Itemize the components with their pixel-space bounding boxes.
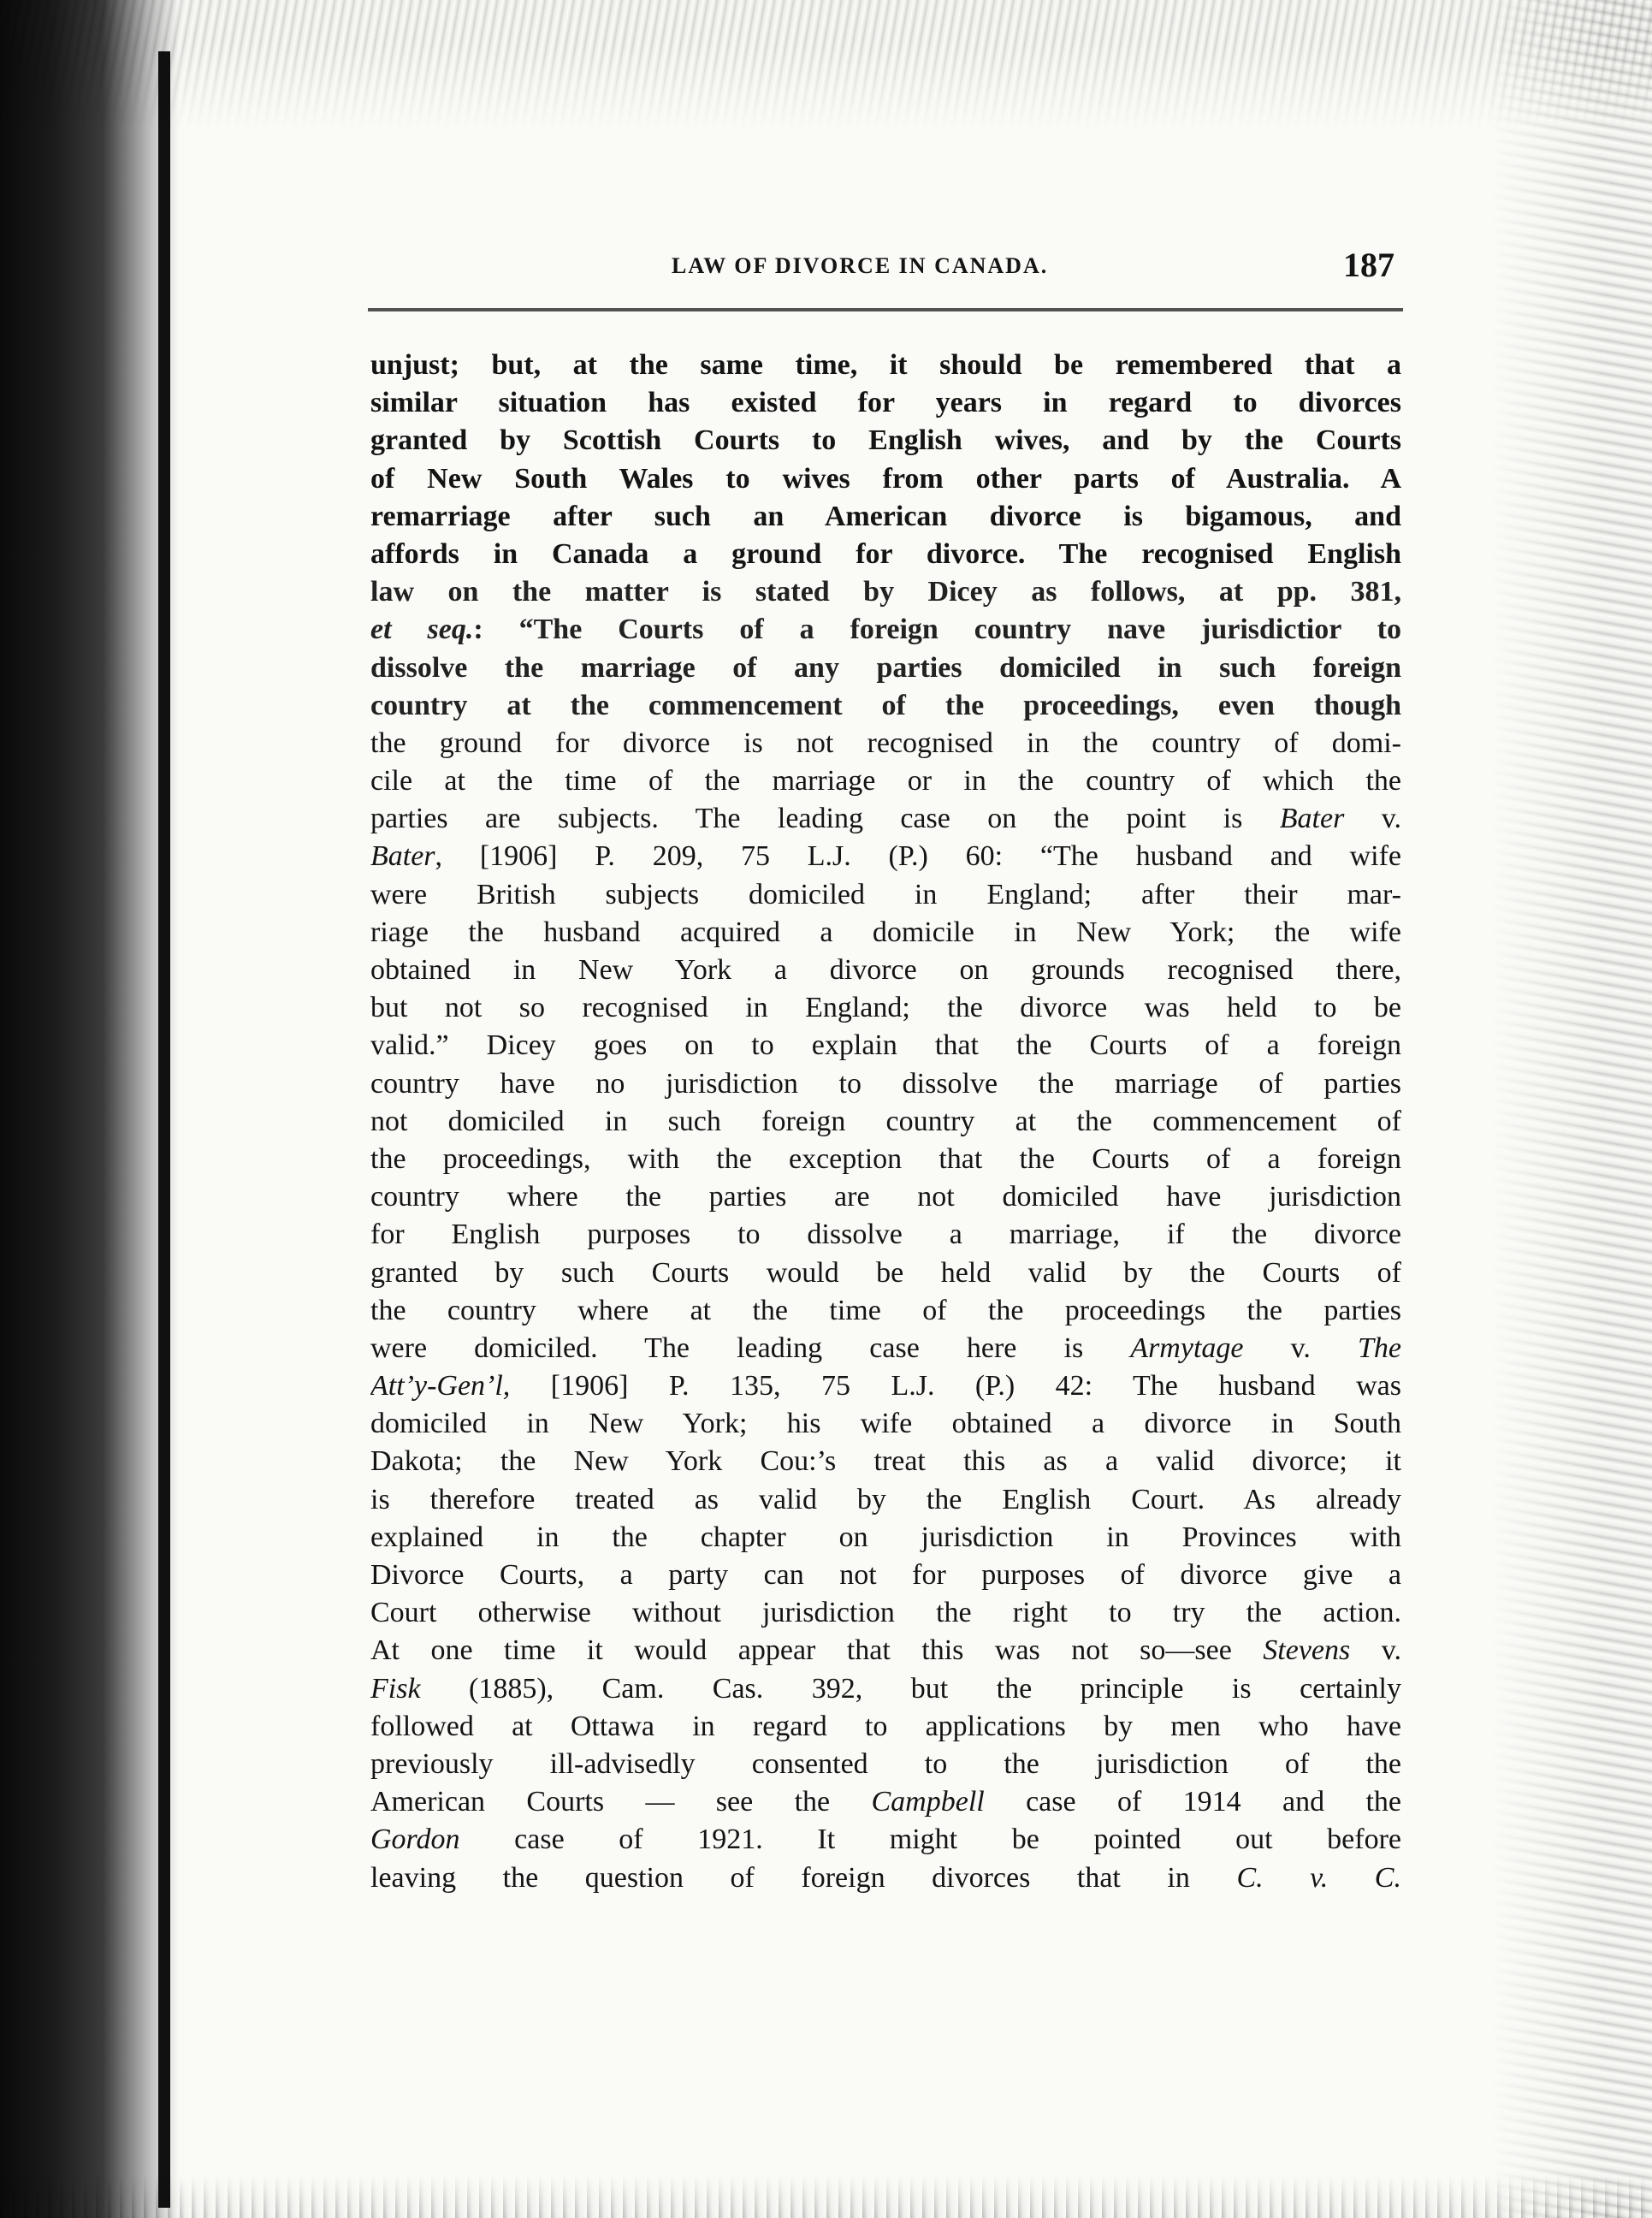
text-line: granted by Scottish Courts to English wives, and by the Courts <box>370 424 1401 457</box>
text-line: of New South Wales to wives from other parts of Australia. A <box>370 462 1401 495</box>
text-line: domiciled in New York; his wife obtained a divorce in South <box>370 1408 1401 1440</box>
text-line: riage the husband acquired a domicile in New York; the wife <box>370 916 1401 948</box>
text-line: but not so recognised in England; the divorce was held to be <box>370 992 1401 1024</box>
text-line: the proceedings, with the exception that the Courts of a foreign <box>370 1142 1401 1175</box>
header-rule <box>368 308 1403 311</box>
bottom-scan-noise <box>0 2175 1652 2218</box>
binding-edge-rule <box>158 51 170 2208</box>
text-line: valid.” Dicey goes on to explain that the Courts of a foreign <box>370 1029 1401 1062</box>
text-line: obtained in New York a divorce on grounds recognised there, <box>370 954 1401 986</box>
text-line: were domiciled. The leading case here is Armytage v. The <box>370 1331 1401 1364</box>
text-line: affords in Canada a ground for divorce. The recognised English <box>370 537 1401 570</box>
text-line: previously ill-advisedly consented to the jurisdiction of the <box>370 1747 1401 1780</box>
text-line: Court otherwise without jurisdiction the right to try the action. <box>370 1597 1401 1629</box>
top-scan-noise <box>0 0 1652 128</box>
text-line: American Courts — see the Campbell case of 1914 and the <box>370 1786 1401 1818</box>
text-line: the country where at the time of the proceedings the parties <box>370 1294 1401 1326</box>
text-line: is therefore treated as valid by the English Court. As already <box>370 1483 1401 1515</box>
text-line: parties are subjects. The leading case on the point is Bater v. <box>370 803 1401 835</box>
text-line: explained in the chapter on jurisdiction in Provinces with <box>370 1521 1401 1553</box>
text-line: for English purposes to dissolve a marriage, if the divorce <box>370 1219 1401 1251</box>
text-line: At one time it would appear that this was not so—see Stevens v. <box>370 1634 1401 1667</box>
text-line: were British subjects domiciled in England; after their mar- <box>370 878 1401 910</box>
text-line: similar situation has existed for years in regard to divorces <box>370 387 1401 419</box>
text-line: et seq.: “The Courts of a foreign country nave jurisdictior to <box>370 614 1401 646</box>
text-line: granted by such Courts would be held valid by the Courts of <box>370 1256 1401 1289</box>
text-line: Dakota; the New York Cou:’s treat this as a valid divorce; it <box>370 1445 1401 1478</box>
text-line: Bater, [1906] P. 209, 75 L.J. (P.) 60: “The husband and wife <box>370 840 1401 873</box>
text-line: Fisk (1885), Cam. Cas. 392, but the principle is certainly <box>370 1672 1401 1705</box>
text-line: unjust; but, at the same time, it should be remembered that a <box>370 349 1401 381</box>
text-line: dissolve the marriage of any parties domiciled in such foreign <box>370 651 1401 684</box>
text-line: country have no jurisdiction to dissolve the marriage of parties <box>370 1067 1401 1100</box>
text-line: Divorce Courts, a party can not for purposes of divorce give a <box>370 1559 1401 1591</box>
text-line: remarriage after such an American divorce is bigamous, and <box>370 500 1401 532</box>
text-line: followed at Ottawa in regard to applications by men who have <box>370 1710 1401 1742</box>
text-line: country where the parties are not domiciled have jurisdiction <box>370 1181 1401 1213</box>
right-scan-noise <box>1489 0 1652 2218</box>
page-number: 187 <box>1343 246 1394 284</box>
running-title: LAW OF DIVORCE IN CANADA. <box>672 253 1049 278</box>
text-line: Att’y-Gen’l, [1906] P. 135, 75 L.J. (P.) 42: The husband was <box>370 1370 1401 1403</box>
text-line: law on the matter is stated by Dicey as follows, at pp. 381, <box>370 576 1401 608</box>
binding-shadow <box>0 0 180 2218</box>
text-line: cile at the time of the marriage or in the country of which the <box>370 765 1401 798</box>
body-text <box>370 347 1401 1897</box>
running-head <box>376 245 1394 288</box>
text-line: Gordon case of 1921. It might be pointed out before <box>370 1824 1401 1856</box>
text-line: leaving the question of foreign divorces that in C. v. C. <box>370 1861 1401 1894</box>
text-line: not domiciled in such foreign country at the commencement of <box>370 1105 1401 1137</box>
text-line: country at the commencement of the proceedings, even though <box>370 689 1401 721</box>
text-line: the ground for divorce is not recognised in the country of domi- <box>370 726 1401 759</box>
